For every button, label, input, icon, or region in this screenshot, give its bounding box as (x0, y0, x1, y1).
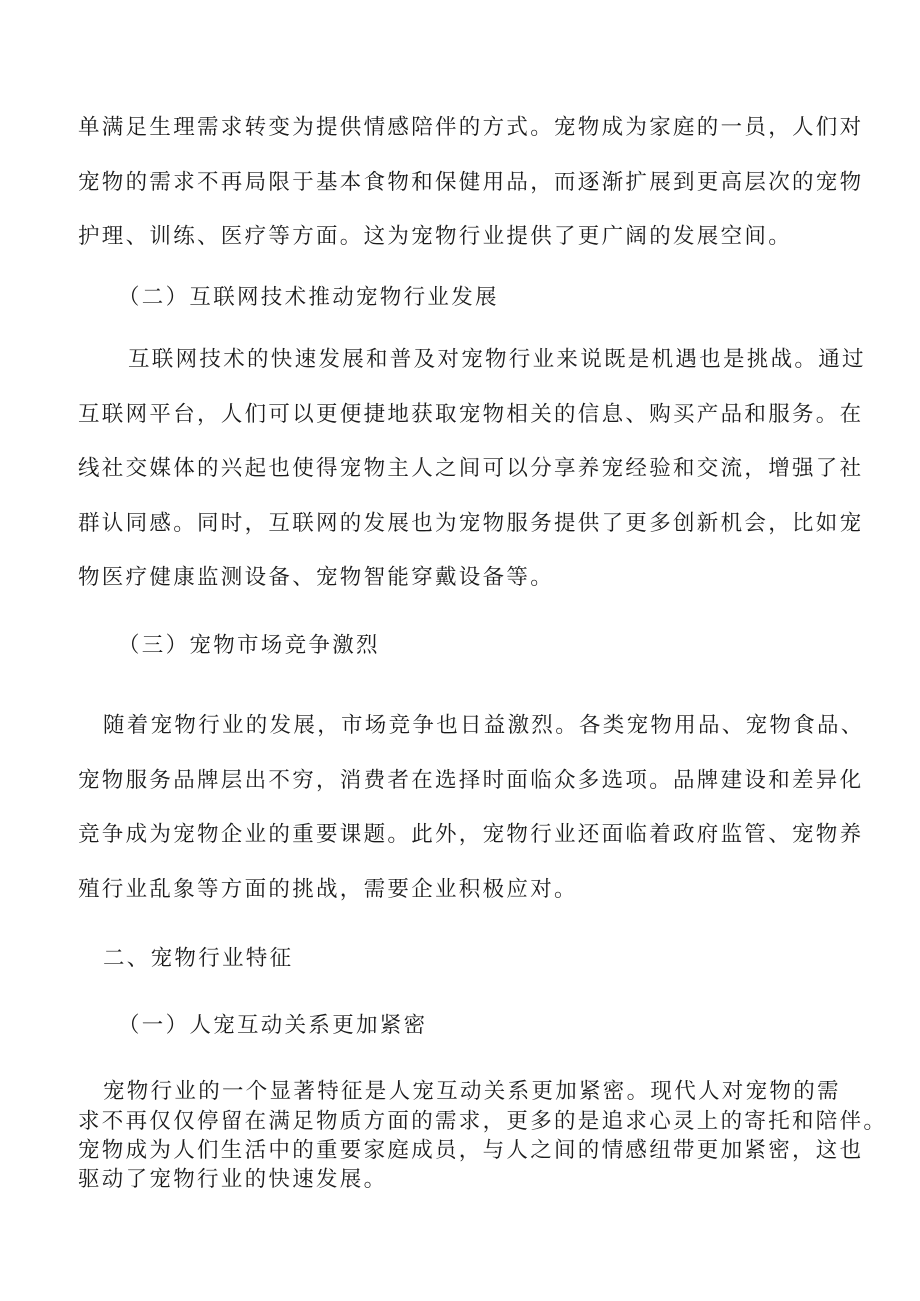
paragraph-line: 物医疗健康监测设备、宠物智能穿戴设备等。 (78, 565, 555, 590)
paragraph-line: 互联网平台，人们可以更便捷地获取宠物相关的信息、购买产品和服务。在 (78, 402, 864, 427)
section-heading: 二、宠物行业特征 (103, 946, 294, 971)
section-subheading: （二）互联网技术推动宠物行业发展 (118, 285, 499, 310)
section-subheading: （三）宠物市场竞争激烈 (118, 633, 380, 658)
paragraph-line: 宠物成为人们生活中的重要家庭成员，与人之间的情感纽带更加紧密，这也 (78, 1138, 864, 1163)
paragraph-line: 宠物行业的一个显著特征是人宠互动关系更加紧密。现代人对宠物的需 (103, 1079, 841, 1104)
paragraph-line: 殖行业乱象等方面的挑战，需要企业积极应对。 (78, 877, 578, 902)
paragraph-line: 宠物的需求不再局限于基本食物和保健用品，而逐渐扩展到更高层次的宠物 (78, 170, 864, 195)
paragraph-line: 互联网技术的快速发展和普及对宠物行业来说既是机遇也是挑战。通过 (128, 347, 866, 372)
paragraph-line: 单满足生理需求转变为提供情感陪伴的方式。宠物成为家庭的一员，人们对 (78, 115, 864, 140)
paragraph-line: 护理、训练、医疗等方面。这为宠物行业提供了更广阔的发展空间。 (78, 224, 793, 249)
paragraph-line: 随着宠物行业的发展，市场竞争也日益激烈。各类宠物用品、宠物食品、 (103, 713, 865, 738)
paragraph-line: 宠物服务品牌层出不穷，消费者在选择时面临众多选项。品牌建设和差异化 (78, 768, 864, 793)
paragraph-line: 驱动了宠物行业的快速发展。 (78, 1167, 388, 1192)
paragraph-line: 竞争成为宠物企业的重要课题。此外，宠物行业还面临着政府监管、宠物养 (78, 822, 864, 847)
paragraph-line: 求不再仅仅停留在满足物质方面的需求，更多的是追求心灵上的寄托和陪伴。 (78, 1109, 888, 1134)
paragraph-line: 线社交媒体的兴起也使得宠物主人之间可以分享养宠经验和交流，增强了社 (78, 456, 864, 481)
section-subheading: （一）人宠互动关系更加紧密 (118, 1013, 428, 1038)
paragraph-line: 群认同感。同时，互联网的发展也为宠物服务提供了更多创新机会，比如宠 (78, 511, 864, 536)
